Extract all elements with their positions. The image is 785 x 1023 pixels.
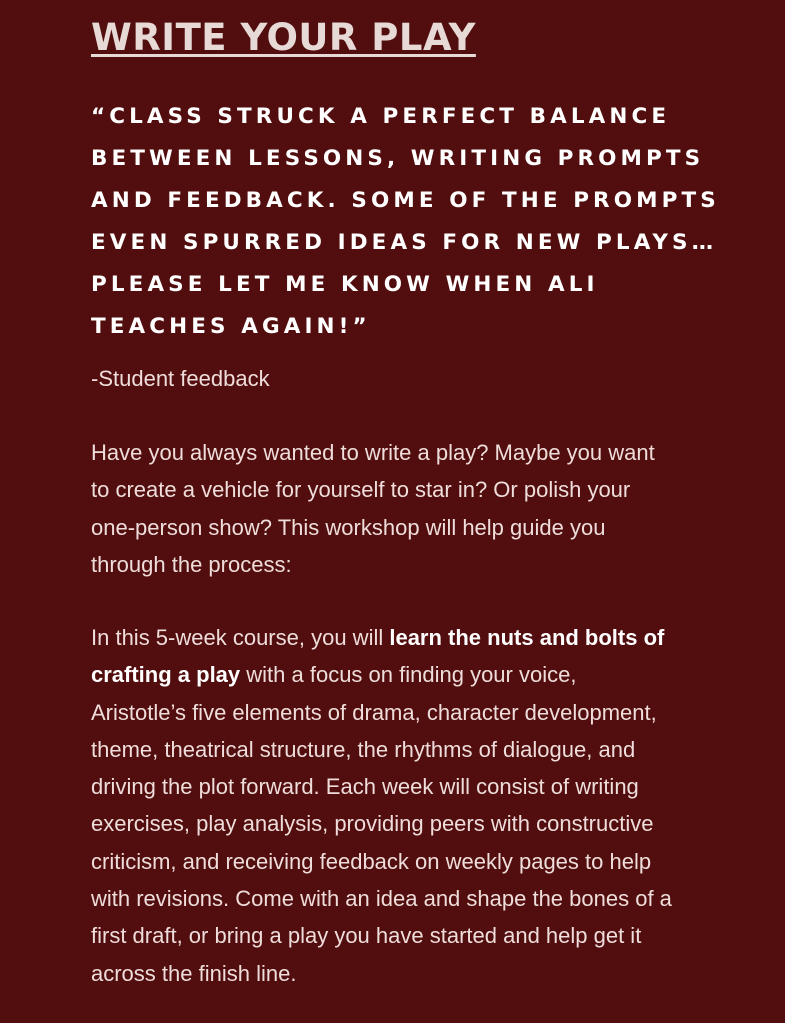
course-rest-text: with a focus on finding your voice, Aristotle’s five elements of drama, character development, theme, theatrical structure, the rhythms of dialogue, and driving the plot forward. Each week will consist of writing exercises, play analysis, providing peers with constructive criticism, and receiving feedback on weekly pages to help with revisions. Come with an idea and shape the bones of a first draft, or bring a play you have started and help get it across the finish line.: [91, 662, 672, 986]
testimonial-quote: “CLASS STRUCK A PERFECT BALANCE BETWEEN LESSONS, WRITING PROMPTS AND FEEDBACK. SOME OF THE PROMPTS EVEN SPURRED IDEAS FOR NEW PLAYS… PLEASE LET ME KNOW WHEN ALI TEACHES AGAIN!”: [91, 104, 720, 339]
course-highlight-text: learn the nuts and bolts of crafting a play: [91, 625, 665, 688]
section-heading: WRITE YOUR PLAY: [91, 16, 476, 59]
course-lead-text: In this 5-week course, you will: [91, 625, 390, 650]
intro-paragraph: Have you always wanted to write a play? Maybe you want to create a vehicle for yourself to star in? Or polish your one-person show? This workshop will help guide you through the process:: [91, 440, 655, 577]
testimonial-attribution: -Student feedback: [91, 366, 270, 391]
course-description-paragraph: [91, 619, 771, 992]
